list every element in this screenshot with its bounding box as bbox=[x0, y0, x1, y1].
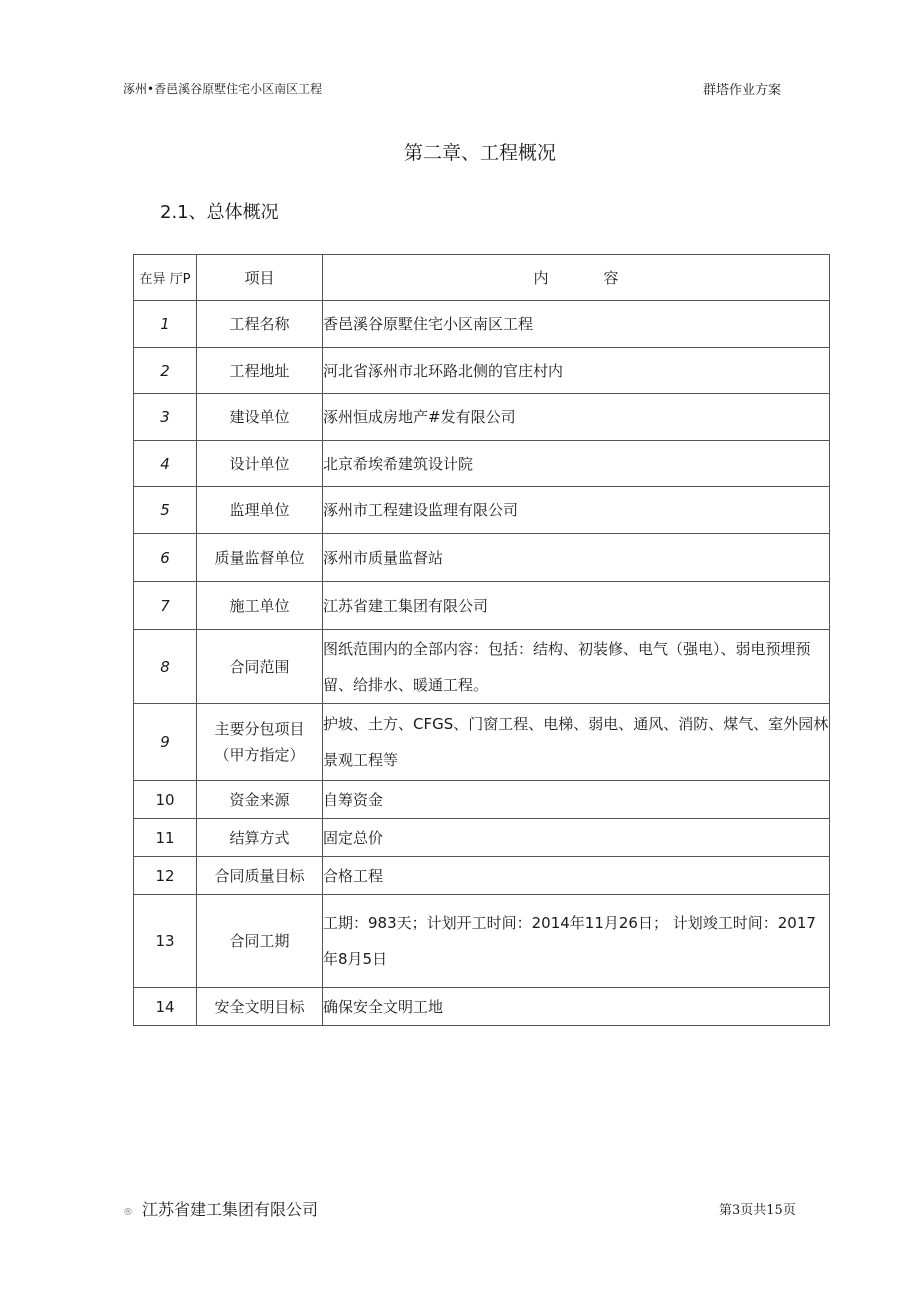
row-item: 资金来源 bbox=[197, 781, 323, 819]
row-item: 工程地址 bbox=[197, 348, 323, 394]
table-row bbox=[134, 394, 830, 441]
footer-company-name: 江苏省建工集团有限公司 bbox=[142, 1200, 319, 1219]
section-title: 2.1、总体概况 bbox=[160, 202, 279, 223]
table-row bbox=[134, 301, 830, 348]
table-row bbox=[134, 819, 830, 857]
row-item: 建设单位 bbox=[197, 394, 323, 441]
table-header-row bbox=[134, 255, 830, 301]
row-content: 自筹资金 bbox=[323, 781, 830, 819]
row-content: 涿州市工程建设监理有限公司 bbox=[323, 487, 830, 534]
registered-mark: ® bbox=[123, 1207, 133, 1218]
row-content: 合格工程 bbox=[323, 857, 830, 895]
header-content bbox=[323, 255, 830, 301]
chapter-title: 第二章、工程概况 bbox=[403, 142, 556, 164]
table-row bbox=[134, 895, 830, 988]
row-item: 合同质量目标 bbox=[197, 857, 323, 895]
row-content: 涿州市质量监督站 bbox=[323, 534, 830, 582]
row-content: 香邑溪谷原墅住宅小区南区工程 bbox=[323, 301, 830, 348]
table-row bbox=[134, 534, 830, 582]
table-row bbox=[134, 704, 830, 781]
row-content: 工期：983天；计划开工时间：2014年11月26日； 计划竣工时间：2017年8月5日 bbox=[323, 895, 830, 988]
row-number: 8 bbox=[134, 630, 197, 704]
header-project: 涿州•香邑溪谷原墅住宅小区南区工程 bbox=[123, 82, 323, 96]
header-content-b: 容 bbox=[603, 269, 619, 287]
row-item: 设计单位 bbox=[197, 441, 323, 487]
row-number: 14 bbox=[134, 988, 197, 1026]
row-content: 确保安全文明工地 bbox=[323, 988, 830, 1026]
table-row bbox=[134, 348, 830, 394]
row-content: 固定总价 bbox=[323, 819, 830, 857]
table-row bbox=[134, 441, 830, 487]
row-content: 北京希埃希建筑设计院 bbox=[323, 441, 830, 487]
row-content: 江苏省建工集团有限公司 bbox=[323, 582, 830, 630]
table-row bbox=[134, 487, 830, 534]
row-content: 护坡、土方、CFGS、门窗工程、电梯、弱电、通风、消防、煤气、室外园林景观工程等 bbox=[323, 704, 830, 781]
row-item: 合同范围 bbox=[197, 630, 323, 704]
row-number: 10 bbox=[134, 781, 197, 819]
row-item: 结算方式 bbox=[197, 819, 323, 857]
row-number: 1 bbox=[134, 301, 197, 348]
row-number: 4 bbox=[134, 441, 197, 487]
row-item: 工程名称 bbox=[197, 301, 323, 348]
row-number: 11 bbox=[134, 819, 197, 857]
footer-page-number: 第3页共15页 bbox=[719, 1203, 796, 1218]
row-number: 6 bbox=[134, 534, 197, 582]
project-overview-table bbox=[133, 254, 830, 1026]
row-number: 3 bbox=[134, 394, 197, 441]
table-row bbox=[134, 630, 830, 704]
table-row bbox=[134, 582, 830, 630]
header-item: 项目 bbox=[197, 255, 323, 301]
row-item: 质量监督单位 bbox=[197, 534, 323, 582]
header-content-a: 内 bbox=[533, 269, 549, 287]
row-content: 图纸范围内的全部内容：包括：结构、初装修、电气（强电）、弱电预埋预留、给排水、暖通工程。 bbox=[323, 630, 830, 704]
row-number: 13 bbox=[134, 895, 197, 988]
row-item: 施工单位 bbox=[197, 582, 323, 630]
row-content: 涿州恒成房地产#发有限公司 bbox=[323, 394, 830, 441]
row-item: 合同工期 bbox=[197, 895, 323, 988]
footer-company bbox=[123, 1197, 318, 1220]
row-content: 河北省涿州市北环路北侧的官庄村内 bbox=[323, 348, 830, 394]
row-number: 5 bbox=[134, 487, 197, 534]
row-number: 7 bbox=[134, 582, 197, 630]
table-row bbox=[134, 781, 830, 819]
row-item: 安全文明目标 bbox=[197, 988, 323, 1026]
row-number: 2 bbox=[134, 348, 197, 394]
row-number: 12 bbox=[134, 857, 197, 895]
row-item: 主要分包项目（甲方指定） bbox=[197, 704, 323, 781]
table-row bbox=[134, 988, 830, 1026]
header-doc-type: 群塔作业方案 bbox=[703, 83, 782, 98]
header-seq: 在异 厅P bbox=[134, 255, 197, 301]
table-row bbox=[134, 857, 830, 895]
row-number: 9 bbox=[134, 704, 197, 781]
row-item: 监理单位 bbox=[197, 487, 323, 534]
